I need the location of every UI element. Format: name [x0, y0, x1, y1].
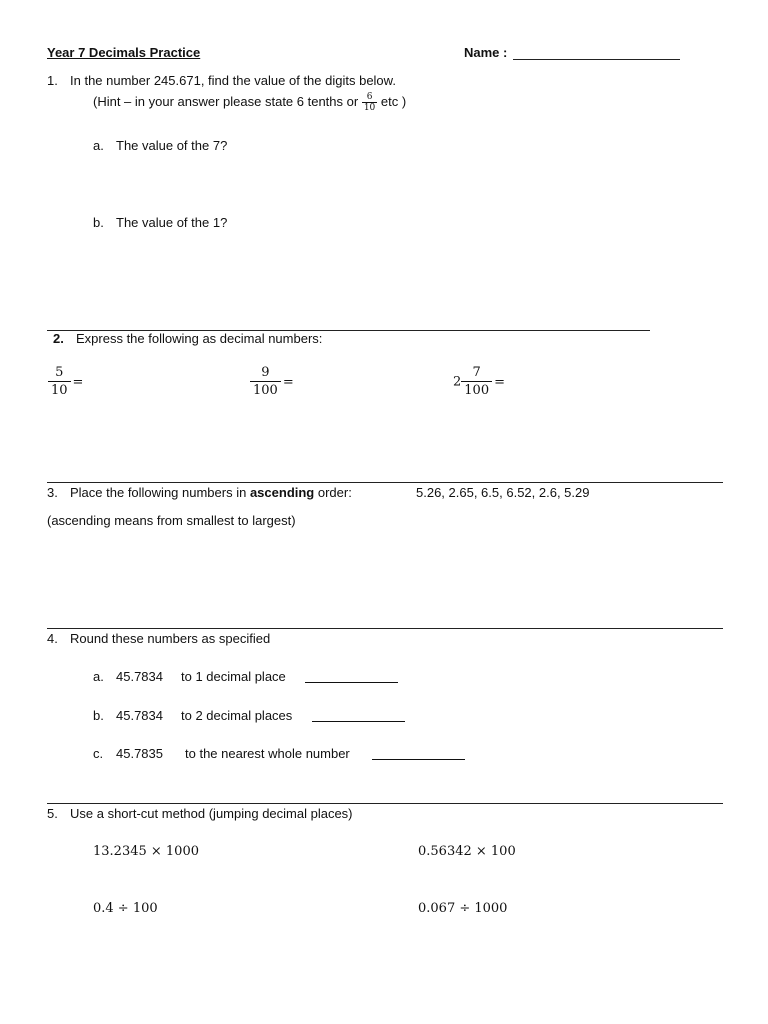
q2-f2-num: 9 — [261, 365, 270, 380]
section-divider-2 — [47, 482, 723, 483]
q1a-text: The value of the 7? — [116, 138, 228, 153]
section-divider-3 — [47, 628, 723, 629]
q2-fraction-2 — [250, 365, 294, 399]
q3-note: (ascending means from smallest to largest) — [47, 513, 296, 528]
q2-f1-num: 5 — [55, 365, 64, 380]
q1a-label: a. — [93, 138, 104, 153]
q2-f1-den: 10 — [48, 381, 71, 399]
q2-prompt: Express the following as decimal numbers: — [76, 331, 323, 346]
q2-fraction-1 — [48, 365, 83, 399]
q5-expression-4: 0.067 ÷ 1000 — [418, 901, 508, 916]
q1b-text: The value of the 1? — [116, 215, 228, 230]
q3-prompt — [70, 485, 352, 500]
q3-prompt-end: order: — [317, 485, 352, 500]
q5-expression-1: 13.2345 × 1000 — [93, 844, 199, 859]
q2-f3-num: 7 — [472, 365, 481, 380]
q1b-label: b. — [93, 215, 104, 230]
q1-hint-frac-num: 6 — [366, 92, 373, 102]
q4a-label: a. — [93, 669, 104, 684]
q4b-answer-blank[interactable] — [312, 710, 405, 722]
q5-expression-3: 0.4 ÷ 100 — [93, 901, 158, 916]
q3-number-list: 5.26, 2.65, 6.5, 6.52, 2.6, 5.29 — [416, 485, 590, 500]
name-label: Name : — [464, 45, 508, 60]
q4b-value: 45.7834 — [116, 708, 163, 723]
q4-prompt: Round these numbers as specified — [70, 631, 271, 646]
q4a-value: 45.7834 — [116, 669, 163, 684]
section-divider-4 — [47, 803, 723, 804]
q5-prompt: Use a short-cut method (jumping decimal places) — [70, 806, 353, 821]
q2-fraction-3 — [453, 365, 505, 399]
q2-f1-equals: = — [72, 374, 84, 390]
q4b-label: b. — [93, 708, 104, 723]
q2-f3-den: 100 — [461, 381, 492, 399]
q3-prompt-bold: ascending — [249, 485, 315, 500]
q1-hint-start: (Hint – in your answer please state 6 tenths or — [93, 93, 359, 109]
q1-hint-fraction — [362, 92, 377, 113]
q4c-text: to the nearest whole number — [185, 746, 350, 761]
q2-f2-equals: = — [282, 374, 294, 390]
q2-f3-equals: = — [494, 374, 506, 390]
q4c-answer-blank[interactable] — [372, 748, 465, 760]
q1-hint-frac-den: 10 — [363, 103, 376, 113]
q2-f3-whole: 2 — [453, 374, 462, 390]
q5-number: 5. — [47, 806, 58, 821]
q1-number: 1. — [47, 73, 58, 88]
q2-number: 2. — [53, 331, 64, 346]
worksheet-title: Year 7 Decimals Practice — [47, 45, 201, 60]
q1-hint-end: etc ) — [380, 93, 407, 109]
q4c-label: c. — [93, 746, 104, 761]
q3-prompt-start: Place the following numbers in — [70, 485, 247, 500]
q2-f2-den: 100 — [250, 381, 281, 399]
q1-prompt: In the number 245.671, find the value of the digits below. — [70, 73, 396, 88]
q4b-text: to 2 decimal places — [181, 708, 293, 723]
q4a-answer-blank[interactable] — [305, 671, 398, 683]
q3-number: 3. — [47, 485, 58, 500]
q5-expression-2: 0.56342 × 100 — [418, 844, 516, 859]
name-line[interactable] — [513, 59, 680, 60]
q4c-value: 45.7835 — [116, 746, 163, 761]
q4-number: 4. — [47, 631, 58, 646]
q4a-text: to 1 decimal place — [181, 669, 286, 684]
q1-hint — [93, 92, 406, 113]
